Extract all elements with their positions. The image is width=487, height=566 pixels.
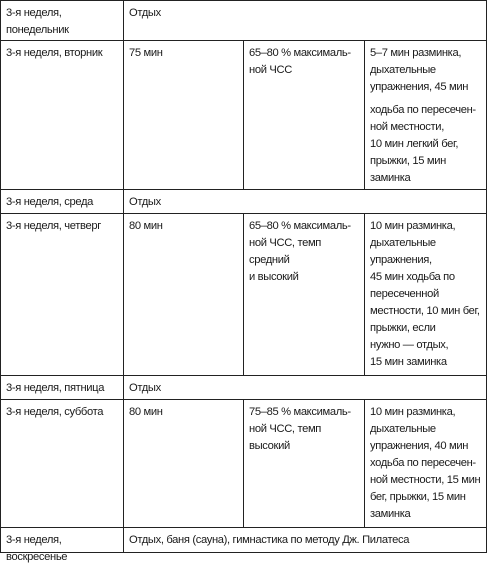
rest-cell-friday — [129, 380, 479, 397]
duration-text: 80 мин — [129, 406, 163, 418]
column-border — [243, 213, 244, 375]
day-cell-friday — [6, 380, 122, 397]
day-label: 3-я неделя, вторник — [6, 47, 103, 59]
day-cell-sunday — [6, 532, 124, 566]
content-line: упражнения, 40 мин — [370, 440, 469, 452]
intensity-line: ной ЧСС — [249, 64, 292, 76]
column-border — [123, 0, 124, 553]
duration-cell-tuesday — [129, 45, 239, 62]
intensity-line: 65–80 % максималь- — [249, 47, 351, 59]
column-border — [243, 40, 244, 189]
intensity-line: 75–85 % максималь- — [249, 406, 351, 418]
day-cell-thursday — [6, 218, 122, 235]
content-line: прыжки, 15 мин — [370, 155, 446, 167]
intensity-line: и высокий — [249, 271, 299, 283]
intensity-line: ной ЧСС, темп высокий — [249, 423, 322, 452]
content-line: дыхательные — [370, 64, 436, 76]
content-line: 10 мин разминка, — [370, 406, 456, 418]
content-cell-saturday — [370, 404, 482, 523]
row-border — [0, 375, 487, 376]
rest-text: Отдых — [129, 382, 161, 394]
content-line: бег, прыжки, 15 мин — [370, 491, 466, 503]
day-label: понедельник — [6, 24, 69, 36]
row-border — [0, 527, 487, 528]
intensity-line: ной ЧСС, темп средний — [249, 237, 322, 266]
content-line: дыхательные — [370, 423, 436, 435]
row-border — [0, 189, 487, 190]
column-border — [364, 399, 365, 527]
rest-cell-wednesday — [129, 194, 479, 211]
content-line: упражнения, 45 мин — [370, 81, 469, 93]
content-cell-tuesday — [370, 45, 482, 187]
duration-text: 75 мин — [129, 47, 163, 59]
rest-text: Отдых, баня (сауна), гимнастика по методу Дж. Пилатеса — [129, 534, 410, 546]
content-line: 45 мин ходьба по — [370, 271, 455, 283]
content-line: ходьба по пересечен- — [370, 104, 476, 116]
column-border — [364, 40, 365, 189]
content-line: 5–7 мин разминка, — [370, 47, 462, 59]
day-label: 3-я неделя, среда — [6, 196, 94, 208]
content-line: местности, 10 мин бег, — [370, 305, 480, 317]
day-label: 3-я неделя, — [6, 7, 62, 19]
rest-cell-monday — [129, 5, 479, 22]
content-line: прыжки, если — [370, 322, 436, 334]
duration-text: 80 мин — [129, 220, 163, 232]
content-line: заминка — [370, 508, 411, 520]
content-line: заминка — [370, 172, 411, 184]
column-border — [243, 399, 244, 527]
day-cell-saturday — [6, 404, 122, 421]
content-line: ной местности, — [370, 121, 444, 133]
row-border — [0, 0, 487, 1]
intensity-cell-thursday — [249, 218, 359, 286]
content-line: 15 мин заминка — [370, 356, 447, 368]
intensity-line: 65–80 % максималь- — [249, 220, 351, 232]
day-cell-tuesday — [6, 45, 122, 62]
content-line: ходьба по пересечен- — [370, 457, 476, 469]
rest-cell-sunday — [129, 532, 479, 549]
column-border — [364, 213, 365, 375]
content-line: пересеченной — [370, 288, 439, 300]
day-cell-monday — [6, 5, 122, 39]
intensity-cell-saturday — [249, 404, 359, 455]
content-line: 10 мин разминка, — [370, 220, 456, 232]
rest-text: Отдых — [129, 196, 161, 208]
content-line: дыхательные — [370, 237, 436, 249]
content-line: упражнения, — [370, 254, 432, 266]
day-cell-wednesday — [6, 194, 122, 211]
rest-text: Отдых — [129, 7, 161, 19]
day-label: 3-я неделя, суббота — [6, 406, 104, 418]
content-cell-thursday — [370, 218, 482, 371]
day-label: 3-я неделя, четверг — [6, 220, 101, 232]
content-line: 10 мин легкий бег, — [370, 138, 459, 150]
intensity-cell-tuesday — [249, 45, 359, 79]
day-label: 3-я неделя, воскресенье — [6, 534, 68, 563]
column-border — [0, 0, 1, 553]
duration-cell-thursday — [129, 218, 239, 235]
day-label: 3-я неделя, пятница — [6, 382, 105, 394]
duration-cell-saturday — [129, 404, 239, 421]
content-line: ной местности, 15 мин — [370, 474, 481, 486]
content-line: нужно — отдых, — [370, 339, 449, 351]
